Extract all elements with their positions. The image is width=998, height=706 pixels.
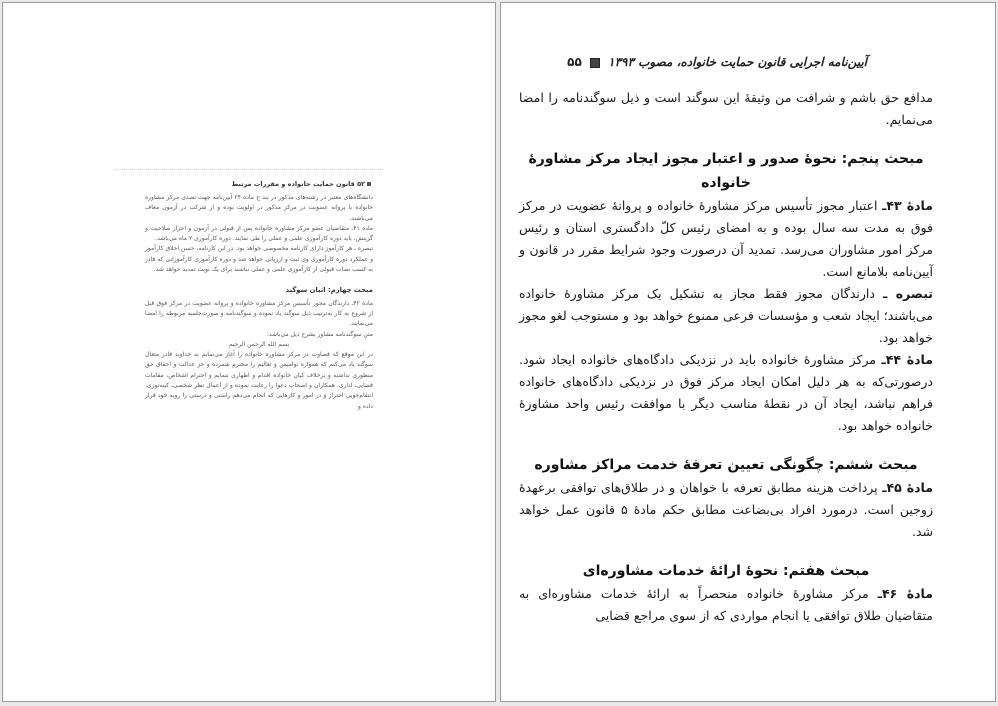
section-title-5: مبحث پنجم: نحوهٔ صدور و اعتبار مجوز ایجاد مرکز مشاورهٔ خانواده [528,151,924,191]
article-label: مادهٔ ۴۶ـ [877,586,933,601]
left-page-body [145,193,373,412]
article-text: مرکز مشاورهٔ خانواده منحصراً به ارائهٔ خدمات مشاوره‌ای به متقاضیان طلاق توافقی یا انجام مواردی که از سوی مراجع قضایی [519,586,933,623]
note-label: تبصره ـ [883,286,933,301]
note-paragraph [519,283,933,349]
article-text: پرداخت هزینه مطابق تعرفه با خواهان و در طلاق‌های توافقی برعهدهٔ زوجین است. درمورد افراد بی‌بضاعت مطابق حکم مادهٔ ۵ قانون عمل خواهد شد. [519,480,933,539]
article-43 [519,195,933,283]
section-title-6: مبحث ششم: چگونگی تعیین تعرفهٔ خدمت مراکز مشاوره [534,457,918,473]
left-page [2,2,496,702]
left-paragraph: متن سوگندنامه مشاور بشرح ذیل می‌باشد: [266,330,373,338]
square-bullet-icon [367,182,371,186]
article-46 [519,583,933,627]
article-text: مرکز مشاورهٔ خانواده باید در نزدیکی دادگاه‌های خانواده ایجاد شود. درصورتی‌که به هر دلیل امکان ایجاد مرکز فوق در نزدیکی دادگاه‌های خانواده فراهم نباشد، ایجاد آن در نقطهٔ مناسب دیگر با موافقت رئیس واحد مشاورهٔ خانواده خواهد بود. [519,352,933,433]
left-paragraph: تبصره ـ هر کارآموز دارای کارنامه مخصوصی خواهد بود. در این کارنامه، حسن اخلاق کارآموز و عملکرد دوره کارآموزی وی ثبت و ارزیابی خواهد شد و دوره کارآموزی کارآموزانی که قادر به کسب نصاب قبولی از کارآموزی علمی و عملی نباشند برای یک نوبت تمدید خواهد شد. [145,245,373,274]
article-label: مادهٔ ۴۵ـ [882,480,933,495]
section-title-7: مبحث هفتم: نحوهٔ ارائهٔ خدمات مشاوره‌ای [582,563,870,579]
left-basmala: بسم الله الرحمن الرحیم [228,340,290,348]
left-page-header [153,180,373,188]
left-paragraph: ماده ۴۲ـ دارندگان مجوز تأسیس مرکز مشاوره خانواده و پروانه عضویت در مرکز فوق قبل از شروع به کار به‌ترتیب ذیل سوگند یاد نموده و سوگندنامه و صورت‌جلسه مربوطه را امضا می‌نمایند. [145,299,374,328]
header-title: آیین‌نامه اجرایی قانون حمایت خانواده، مصوب ۱۳۹۳ [608,55,867,69]
article-44 [519,349,933,437]
right-page-body [519,87,933,627]
article-label: مادهٔ ۴۴ـ [881,352,933,367]
note-text: دارندگان مجوز فقط مجاز به تشکیل یک مرکز مشاورهٔ خانواده می‌باشند؛ ایجاد شعب و مؤسسات فرعی ممنوع خواهد بود و مستوجب لغو مجوز خواهد بود. [519,286,933,345]
intro-paragraph: مدافع حق باشم و شرافت من وثیقهٔ این سوگند است و ذیل سوگندنامه را امضا می‌نمایم. [519,90,933,127]
running-header [567,55,867,69]
left-paragraph: ماده ۴۱ـ متقاضیان عضو مرکز مشاوره خانواده پس از قبولی در آزمون و احراز صلاحیت و گزینش، باید دوره کارآموزی علمی و عملی را طی نمایند. دوره کارآموزی ۲ ماه می‌باشد. [145,224,373,243]
left-section-title: مبحث چهارم: اتیان سوگند [285,286,373,295]
square-bullet-icon [590,58,600,68]
left-header-text: ۵۲ قانون حمایت خانواده و مقررات مرتبط [231,180,365,188]
left-paragraph: در این موقع که قضاوت در مرکز مشاوره خانواده را آغاز می‌نمایم به خداوند قادر متعال سوگند یاد می‌کنم که همواره نوامیس و تعالیم را محترم شمرده و جز عدالت و احقاق حق منظوری نداشته و برخلاف کیان خانواده اقدام و اظهاری ننمایم و احترام اشخاص، مقامات قضایی، اداری، همکاران و اصحاب دعوا را رعایت نموده و از اعمال نظر شخصی، کینه‌توزی، انتقام‌جویی احتراز و در امور و کارهایی که انجام می‌دهم راستی و درستی را رویه خود قرار داده و [145,351,373,410]
article-45 [519,477,933,543]
article-text: اعتبار مجوز تأسیس مرکز مشاورهٔ خانواده و پروانهٔ عضویت در مرکز فوق به مدت سه سال بوده و به امضای رئیس کلّ دادگستری استان و رئیس مرکز امور مشاوران می‌رسد. تمدید آن درصورت وجود شرایط مقرر در قانون و آیین‌نامه بلامانع است. [519,198,933,279]
page-top-rule [115,169,383,170]
right-page [500,2,996,702]
article-label: مادهٔ ۴۳ـ [882,198,933,213]
left-paragraph: دانشگاه‌های معتبر در رشته‌های مذکور در بند ج ماده ۲۴ آیین‌نامه جهت تصدی مرکز مشاوره خانواده با پروانه عضویت در مرکز مذکور در اولویت بوده و از شرکت در آزمون معاف می‌باشند. [145,194,373,222]
page-number: ۵۵ [567,55,582,69]
